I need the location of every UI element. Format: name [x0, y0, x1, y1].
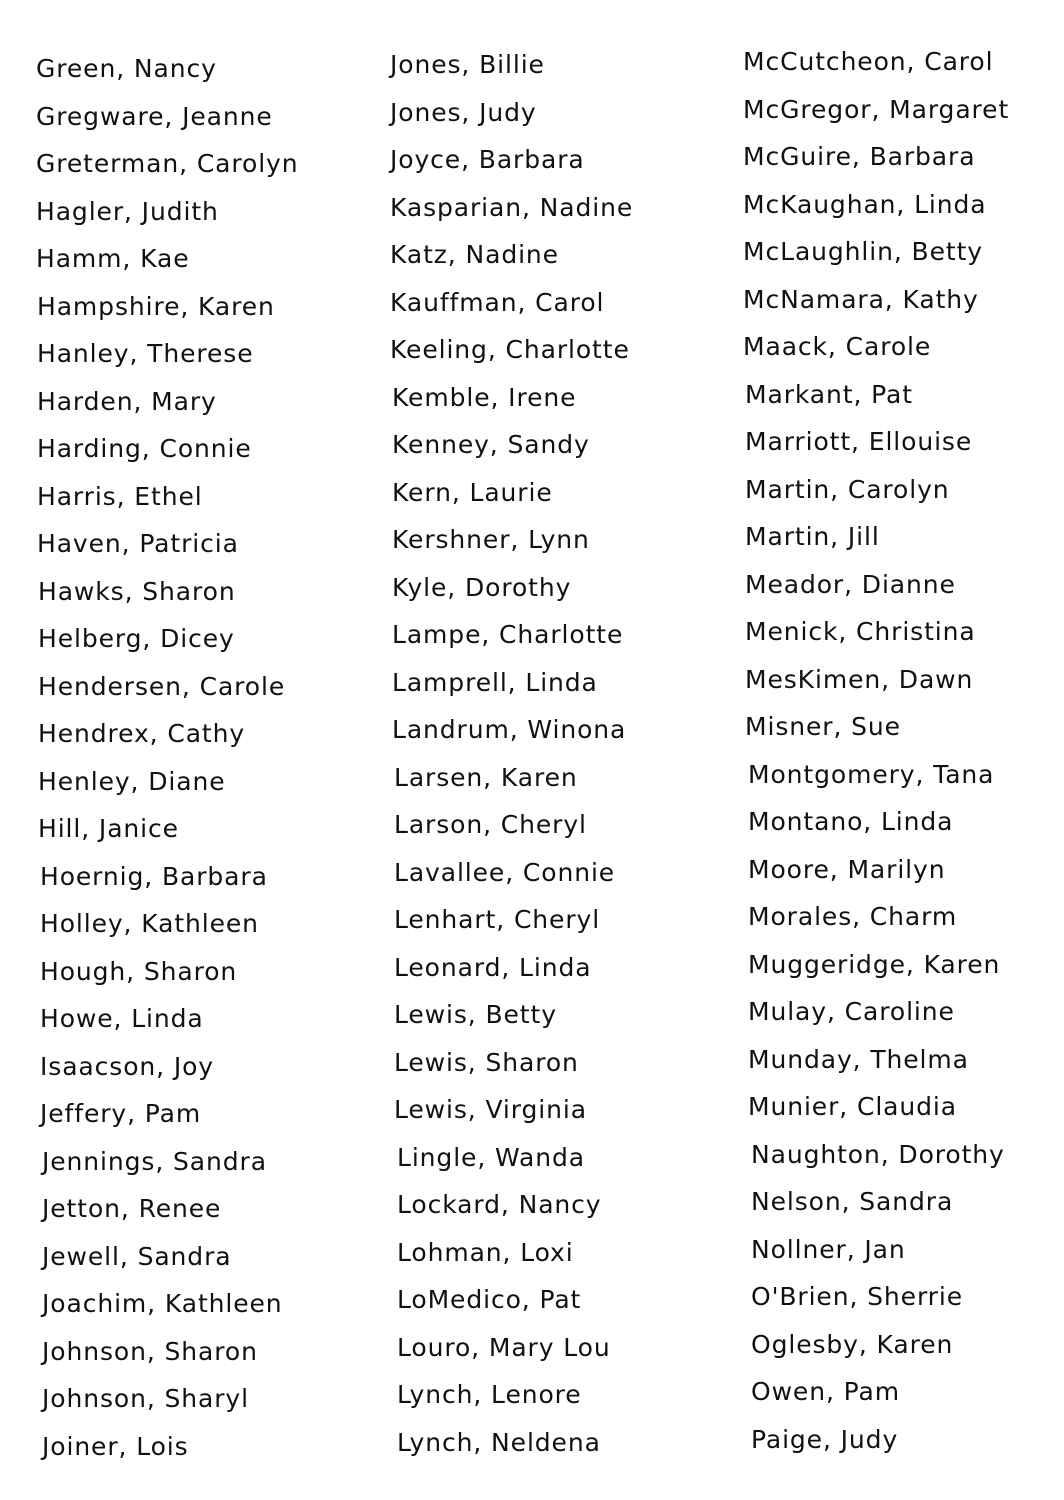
name-entry: Harden, Mary: [37, 386, 217, 416]
name-entry: Larson, Cheryl: [394, 810, 587, 839]
name-entry: Keeling, Charlotte: [390, 335, 630, 364]
name-entry: Kemble, Irene: [392, 382, 577, 412]
name-entry: Martin, Carolyn: [745, 474, 950, 504]
name-entry: Munday, Thelma: [748, 1044, 969, 1074]
name-entry: Lampe, Charlotte: [392, 620, 624, 649]
name-entry: Kauffman, Carol: [390, 287, 605, 317]
name-entry: Louro, Mary Lou: [397, 1332, 611, 1362]
name-entry: O'Brien, Sherrie: [751, 1282, 963, 1311]
name-entry: Maack, Carole: [743, 332, 932, 361]
name-entry: MesKimen, Dawn: [745, 664, 974, 694]
name-entry: Jeffery, Pam: [40, 1099, 202, 1128]
name-entry: Harris, Ethel: [37, 481, 203, 511]
name-entry: Jewell, Sandra: [42, 1241, 232, 1271]
name-entry: Oglesby, Karen: [751, 1329, 954, 1359]
name-entry: Markant, Pat: [745, 379, 913, 409]
name-entry: Hanley, Therese: [37, 339, 254, 368]
name-entry: Misner, Sue: [745, 712, 901, 741]
name-entry: Howe, Linda: [40, 1004, 204, 1033]
name-entry: McGuire, Barbara: [743, 142, 976, 171]
name-entry: Leonard, Linda: [394, 952, 592, 982]
name-entry: Larsen, Karen: [394, 762, 578, 792]
name-entry: Hough, Sharon: [40, 956, 238, 986]
name-entry: Jennings, Sandra: [42, 1146, 267, 1176]
name-entry: Joachim, Kathleen: [42, 1289, 283, 1318]
name-entry: Johnson, Sharon: [42, 1336, 258, 1366]
name-entry: Hill, Janice: [38, 814, 179, 843]
name-entry: Montgomery, Tana: [748, 759, 995, 789]
name-entry: Lynch, Neldena: [397, 1427, 601, 1457]
name-entry: Jones, Judy: [390, 97, 537, 127]
name-entry: Hamm, Kae: [36, 244, 190, 273]
name-entry: Henley, Diane: [38, 766, 226, 796]
name-entry: Holley, Kathleen: [40, 909, 259, 938]
name-entry: Lavallee, Connie: [394, 857, 616, 887]
name-entry: Kasparian, Nadine: [390, 192, 634, 222]
name-entry: Greterman, Carolyn: [36, 149, 299, 178]
name-entry: McCutcheon, Carol: [743, 47, 994, 76]
name-entry: Hagler, Judith: [36, 196, 219, 226]
name-entry: McKaughan, Linda: [743, 189, 987, 219]
name-entry: Johnson, Sharyl: [42, 1384, 249, 1413]
name-entry: Helberg, Dicey: [38, 624, 235, 653]
name-entry: Gregware, Jeanne: [36, 101, 273, 131]
name-entry: Hawks, Sharon: [38, 576, 236, 606]
name-entry: Martin, Jill: [745, 522, 880, 551]
name-entry: Naughton, Dorothy: [751, 1139, 1005, 1169]
name-entry: Morales, Charm: [748, 902, 958, 931]
name-entry: Haven, Patricia: [37, 529, 239, 558]
name-entry: Lewis, Sharon: [394, 1047, 579, 1077]
name-entry: Joyce, Barbara: [390, 145, 585, 174]
name-entry: Kershner, Lynn: [392, 525, 590, 554]
name-column-3: [743, 0, 1064, 1463]
name-entry: Kyle, Dorothy: [392, 572, 572, 602]
name-entry: Kenney, Sandy: [392, 430, 590, 459]
name-entry: Mulay, Caroline: [748, 997, 955, 1026]
name-entry: Moore, Marilyn: [748, 854, 946, 884]
name-entry: McLaughlin, Betty: [743, 237, 983, 266]
name-entry: McGregor, Margaret: [743, 94, 1010, 124]
name-entry: Hoernig, Barbara: [40, 861, 268, 891]
name-entry: LoMedico, Pat: [397, 1285, 582, 1314]
name-entry: Montano, Linda: [748, 807, 954, 836]
name-entry: Landrum, Winona: [392, 715, 627, 744]
name-entry: Paige, Judy: [751, 1424, 899, 1454]
name-entry: Nelson, Sandra: [751, 1187, 954, 1216]
name-entry: Lamprell, Linda: [392, 667, 598, 697]
name-entry: Hendrex, Cathy: [38, 719, 246, 748]
name-entry: Isaacson, Joy: [40, 1051, 215, 1081]
name-entry: Owen, Pam: [751, 1377, 900, 1406]
name-column-2: [390, 0, 730, 1466]
name-entry: Lenhart, Cheryl: [394, 905, 601, 934]
name-entry: Lockard, Nancy: [397, 1190, 602, 1219]
name-entry: Munier, Claudia: [748, 1092, 957, 1121]
name-entry: Lingle, Wanda: [397, 1142, 585, 1172]
name-column-1: [36, 0, 376, 1470]
name-entry: Lynch, Lenore: [397, 1380, 582, 1409]
name-entry: Joiner, Lois: [42, 1431, 189, 1461]
name-entry: Hampshire, Karen: [37, 291, 275, 321]
name-entry: Menick, Christina: [745, 617, 976, 646]
name-entry: Hendersen, Carole: [38, 671, 286, 701]
name-entry: Katz, Nadine: [390, 240, 559, 269]
name-entry: Lohman, Loxi: [397, 1237, 574, 1267]
name-entry: Lewis, Betty: [394, 1000, 557, 1029]
name-entry: McNamara, Kathy: [743, 284, 979, 314]
name-entry: Harding, Connie: [37, 434, 252, 463]
name-entry: Green, Nancy: [36, 54, 217, 83]
name-entry: Marriott, Ellouise: [745, 427, 973, 456]
name-entry: Meador, Dianne: [745, 569, 956, 599]
name-entry: Jetton, Renee: [42, 1194, 222, 1223]
name-entry: Muggeridge, Karen: [748, 949, 1001, 979]
name-entry: Kern, Laurie: [392, 477, 553, 507]
name-entry: Jones, Billie: [390, 50, 545, 79]
name-entry: Nollner, Jan: [751, 1234, 906, 1264]
name-entry: Lewis, Virginia: [394, 1095, 587, 1124]
